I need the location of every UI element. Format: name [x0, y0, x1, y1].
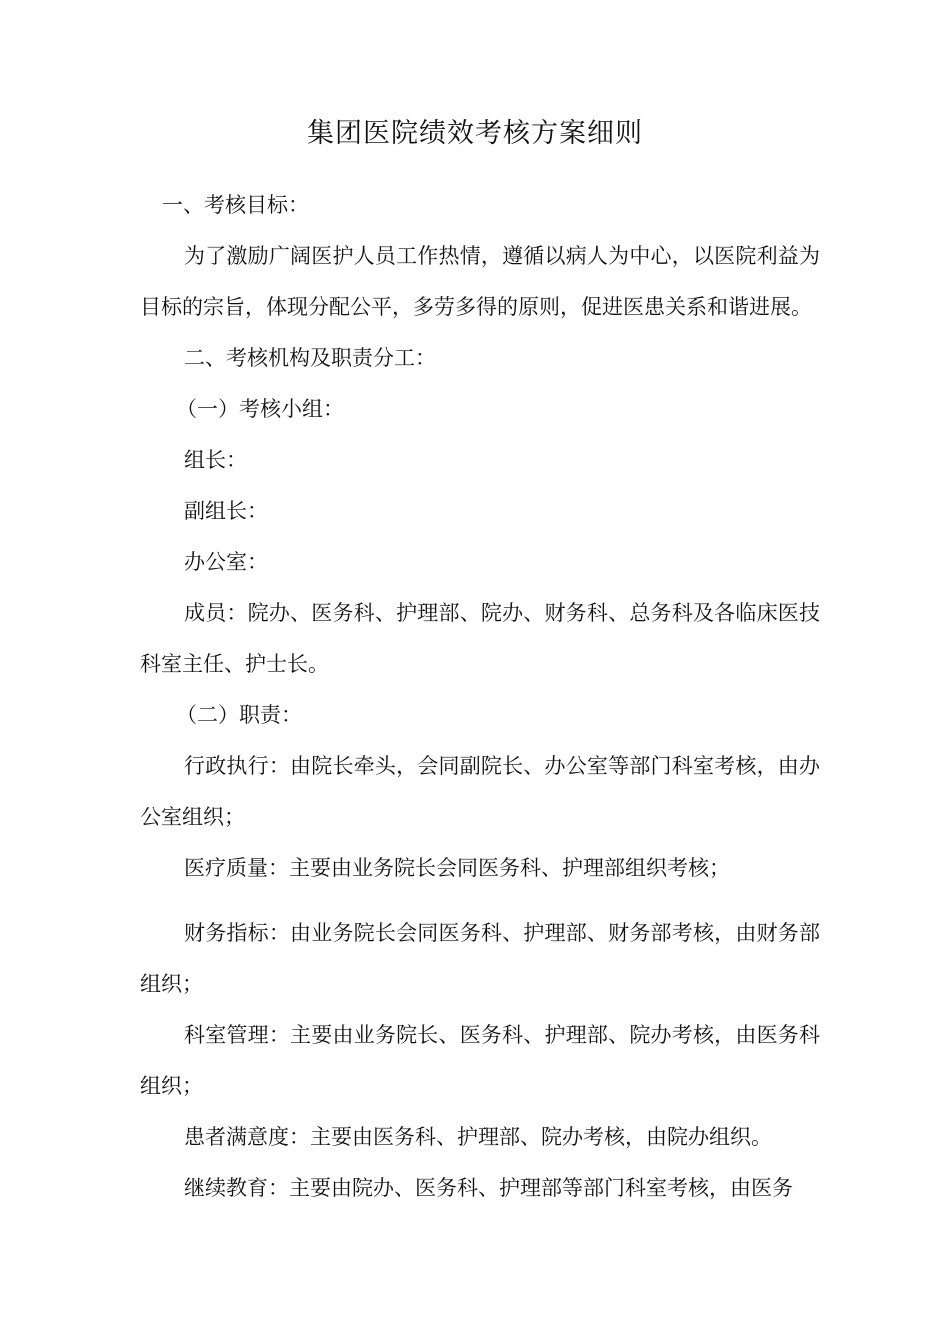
paragraph: 财务指标：由业务院长会同医务科、护理部、财务部考核，由财务部组织； — [140, 921, 820, 996]
paragraph: 继续教育：主要由院办、医务科、护理部等部门科室考核，由医务 — [184, 1176, 793, 1200]
paragraph: 副组长： — [184, 499, 268, 523]
paragraph-gap — [140, 894, 820, 908]
paragraph: 患者满意度：主要由医务科、护理部、院办考核，由院办组织。 — [184, 1125, 772, 1149]
paragraph: 为了激励广阔医护人员工作热情，遵循以病人为中心，以医院利益为目标的宗旨，体现分配公平，多劳多得的原则，促进医患关系和谐进展。 — [140, 244, 820, 319]
paragraph: 成员：院办、医务科、护理部、院办、财务科、总务科及各临床医技科室主任、护士长。 — [140, 601, 820, 676]
paragraph: 医疗质量：主要由业务院长会同医务科、护理部组织考核； — [184, 856, 730, 880]
paragraph: 科室管理：主要由业务院长、医务科、护理部、院办考核，由医务科组织； — [140, 1023, 820, 1098]
section-heading: 二、考核机构及职责分工： — [184, 346, 436, 370]
document-body — [140, 180, 820, 1214]
section-heading: 一、考核目标： — [162, 193, 309, 217]
paragraph: 办公室： — [184, 550, 268, 574]
subsection-heading: （二）职责： — [176, 703, 302, 727]
document-title: 集团医院绩效考核方案细则 — [307, 118, 643, 149]
subsection-heading: （一）考核小组： — [176, 397, 344, 421]
paragraph: 行政执行：由院长牵头，会同副院长、办公室等部门科室考核，由办公室组织； — [140, 754, 820, 829]
paragraph: 组长： — [184, 448, 247, 472]
